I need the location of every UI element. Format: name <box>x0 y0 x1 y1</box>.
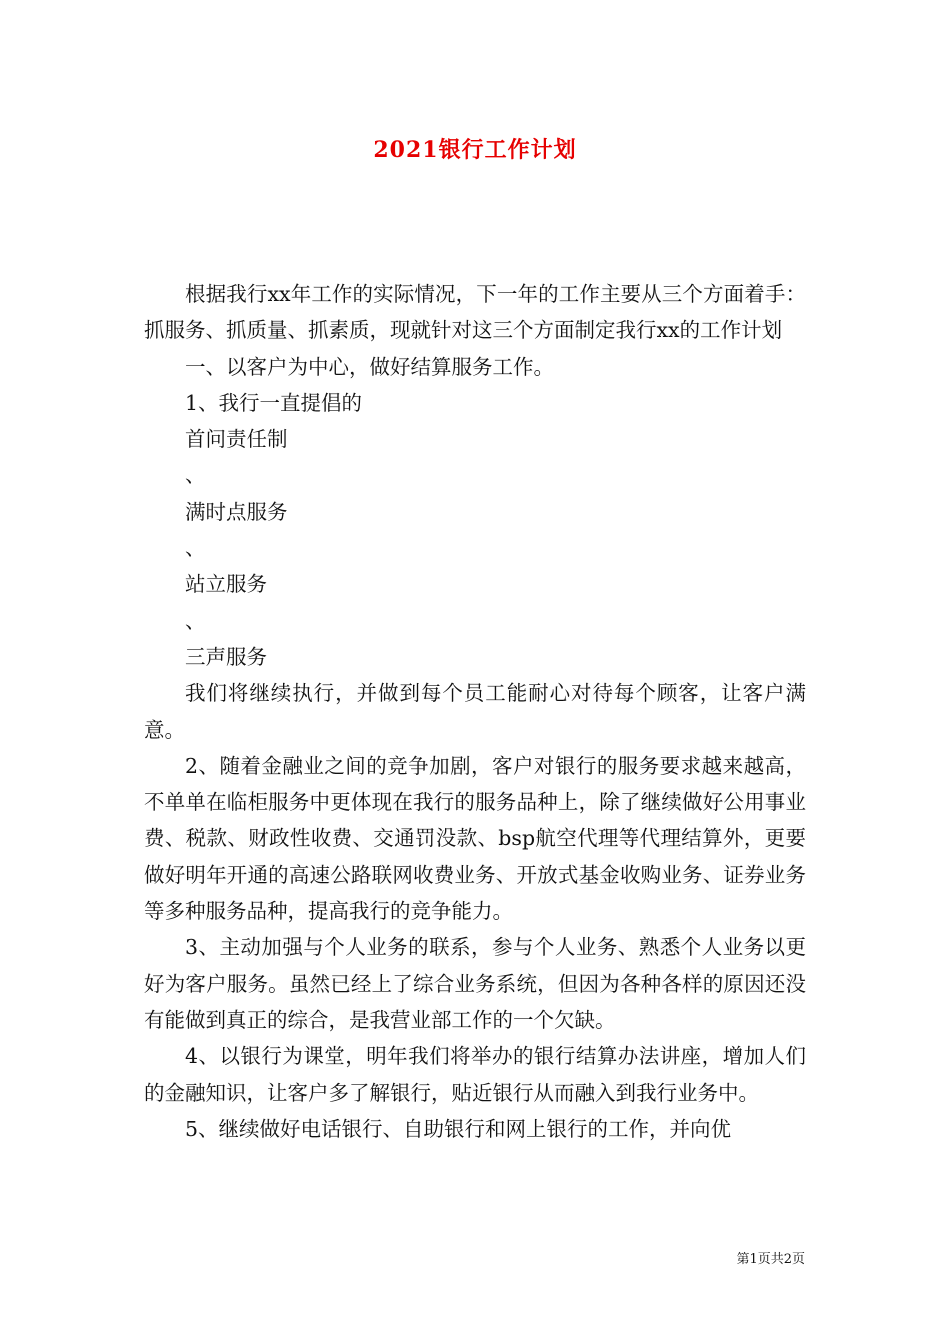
service-item-full-hours: 满时点服务 <box>185 499 288 524</box>
paragraph-continue: 我们将继续执行，并做到每个员工能耐心对待每个顾客，让客户满意。 <box>144 681 806 742</box>
separator-mark: 、 <box>185 463 206 488</box>
service-item-three-voices: 三声服务 <box>185 644 267 669</box>
paragraph-intro: 根据我行xx年工作的实际情况，下一年的工作主要从三个方面着手：抓服务、抓质量、抓素质，现就针对这三个方面制定我行xx的工作计划 <box>144 282 806 343</box>
section-heading-1: 一、以客户为中心，做好结算服务工作。 <box>185 354 554 379</box>
paragraph-item-3: 3、主动加强与个人业务的联系，参与个人业务、熟悉个人业务以更好为客户服务。虽然已经上了综合业务系统，但因为各种各样的原因还没有能做到真正的综合，是我营业部工作的一个欠缺。 <box>144 935 806 1032</box>
paragraph-item-1: 1、我行一直提倡的 <box>185 390 363 415</box>
document-title: 2021银行工作计划 <box>373 137 577 163</box>
page-number: 第1页共2页 <box>736 1252 805 1267</box>
separator-mark: 、 <box>185 536 206 561</box>
document-body <box>144 276 806 1147</box>
service-item-standing: 站立服务 <box>185 572 267 597</box>
paragraph-item-5: 5、继续做好电话银行、自助银行和网上银行的工作，并向优 <box>185 1116 732 1141</box>
paragraph-item-2: 2、随着金融业之间的竞争加剧，客户对银行的服务要求越来越高，不单单在临柜服务中更体现在我行的服务品种上，除了继续做好公用事业费、税款、财政性收费、交通罚没款、bsp航空代理等代理结算外，更要做好明年开通的高速公路联网收费业务、开放式基金收购业务、证券业务等多种服务品种，提高我行的竞争能力。 <box>144 753 806 924</box>
separator-mark: 、 <box>185 608 206 633</box>
paragraph-item-4: 4、以银行为课堂，明年我们将举办的银行结算办法讲座，增加人们的金融知识，让客户多了解银行，贴近银行从而融入到我行业务中。 <box>144 1044 806 1105</box>
service-item-first-question: 首问责任制 <box>185 427 288 452</box>
